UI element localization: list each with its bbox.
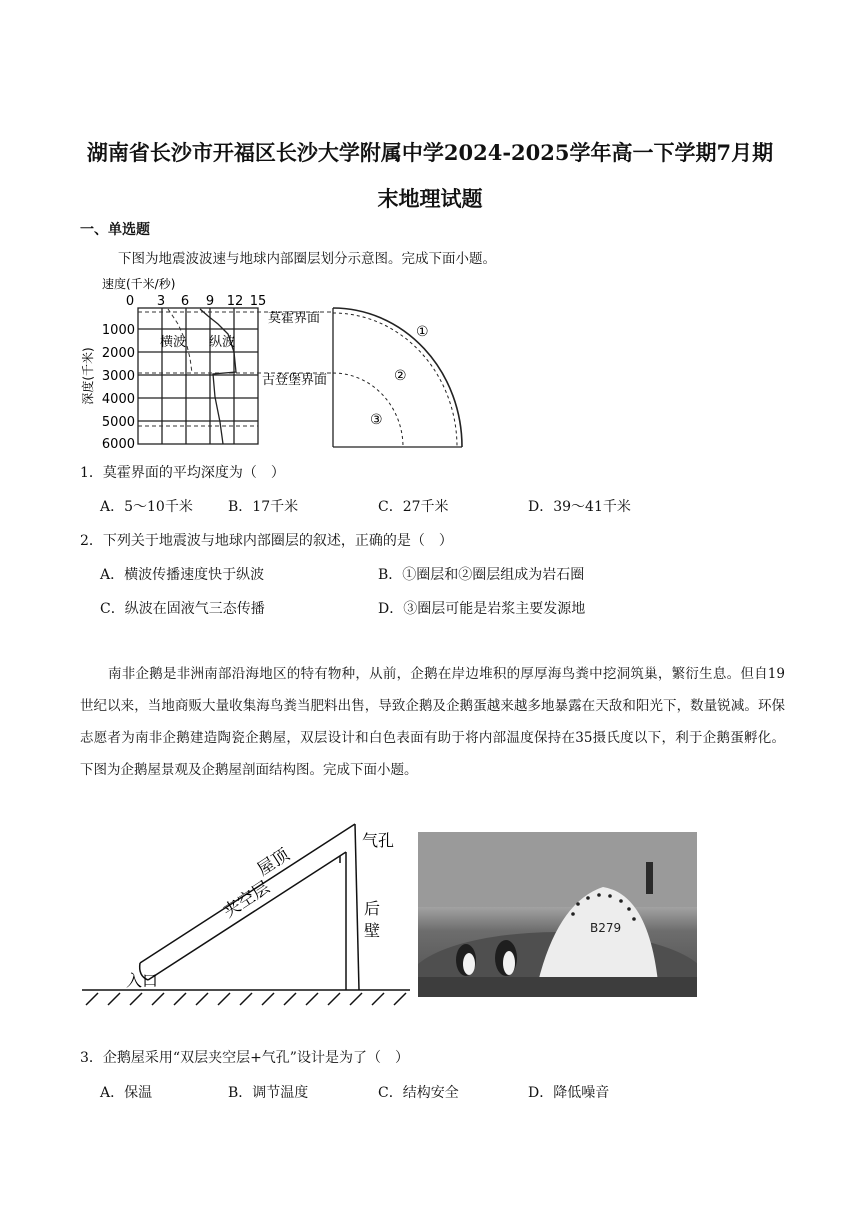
passage-paragraph: 南非企鹅是非洲南部沿海地区的特有物种，从前，企鹅在岸边堆积的厚厚海鸟粪中挖洞筑巢，繁衍生息。但自19世纪以来，当地商贩大量收集海鸟粪当肥料出售，导致企鹅及企鹅蛋越来越多地暴露在天敌和阳光下，数量锐减。环保志愿者为南非企鹅建造陶瓷企鹅屋，双层设计和白色表面有助于将内部温度保持在35摄氏度以下，利于企鹅蛋孵化。下图为企鹅屋景观及企鹅屋剖面结构图。完成下面小题。 [80, 666, 785, 778]
q1-option-a[interactable]: A．5～10千米 [100, 499, 193, 515]
vent-label: 气孔 [362, 831, 395, 850]
layer-1-label: ① [416, 324, 429, 340]
depth-tick: 4000 [101, 392, 135, 407]
intro-text: 下图为地震波波速与地球内部圈层划分示意图。完成下面小题。 [118, 251, 496, 267]
depth-tick: 6000 [101, 437, 135, 452]
q3-option-d[interactable]: D．降低噪音 [528, 1085, 610, 1101]
entrance-label: 入口 [126, 971, 159, 990]
q2-option-d[interactable]: D．③圈层可能是岩浆主要发源地 [378, 601, 586, 617]
depth-tick: 1000 [101, 323, 135, 338]
layer-3-label: ③ [370, 412, 383, 428]
page-title-line1: 湖南省长沙市开福区长沙大学附属中学2024-2025学年高一下学期7月期 [86, 140, 774, 165]
gutenberg-label: 古登堡界面 [262, 373, 328, 388]
p-wave-label: 纵波 [209, 335, 236, 350]
speed-tick: 0 [125, 294, 135, 309]
speed-axis-label: 速度(千米/秒) [102, 277, 176, 291]
question-1: 1．莫霍界面的平均深度为（ ） [80, 465, 285, 481]
q1-option-c[interactable]: C．27千米 [378, 499, 449, 515]
q2-option-c[interactable]: C．纵波在固液气三态传播 [100, 601, 265, 617]
roof-label: 屋顶 [253, 844, 294, 881]
q3-option-b[interactable]: B．调节温度 [228, 1085, 309, 1101]
penguin-house-photo [418, 832, 697, 997]
penguin-house-section [78, 820, 414, 1012]
cavity-label: 夹空层 [219, 877, 274, 923]
depth-tick: 3000 [101, 369, 135, 384]
speed-tick: 12 [226, 294, 244, 309]
roof-inner [148, 852, 346, 980]
q3-option-a[interactable]: A．保温 [100, 1085, 153, 1101]
core-arc [333, 373, 403, 447]
question-2: 2．下列关于地震波与地球内部圈层的叙述，正确的是（ ） [80, 533, 453, 549]
seismic-figure [78, 272, 478, 454]
back-wall-label-2: 壁 [364, 921, 381, 940]
page-title-line2: 末地理试题 [377, 186, 483, 211]
q2-option-b[interactable]: B．①圈层和②圈层组成为岩石圈 [378, 567, 585, 583]
q1-option-b[interactable]: B．17千米 [228, 499, 299, 515]
chart-grid [138, 308, 258, 444]
back-wall-label-1: 后 [364, 899, 381, 918]
q2-option-a[interactable]: A．横波传播速度快于纵波 [100, 567, 265, 583]
s-wave-label: 横波 [160, 335, 187, 350]
depth-axis-label: 深度(千米) [81, 347, 95, 405]
question-3: 3．企鹅屋采用“双层夹空层+气孔”设计是为了（ ） [80, 1050, 409, 1066]
depth-tick: 5000 [101, 415, 135, 430]
section-heading: 一、单选题 [80, 222, 150, 238]
back-wall-outer [355, 824, 359, 990]
depth-tick: 2000 [101, 346, 135, 361]
house-tag: B279 [590, 921, 622, 935]
speed-tick: 3 [156, 294, 166, 309]
moho-label: 莫霍界面 [268, 311, 321, 326]
speed-tick: 9 [205, 294, 215, 309]
q1-option-d[interactable]: D．39～41千米 [528, 499, 631, 515]
layer-2-label: ② [394, 368, 407, 384]
speed-tick: 6 [180, 294, 190, 309]
q3-option-c[interactable]: C．结构安全 [378, 1085, 459, 1101]
speed-tick: 15 [249, 294, 267, 309]
